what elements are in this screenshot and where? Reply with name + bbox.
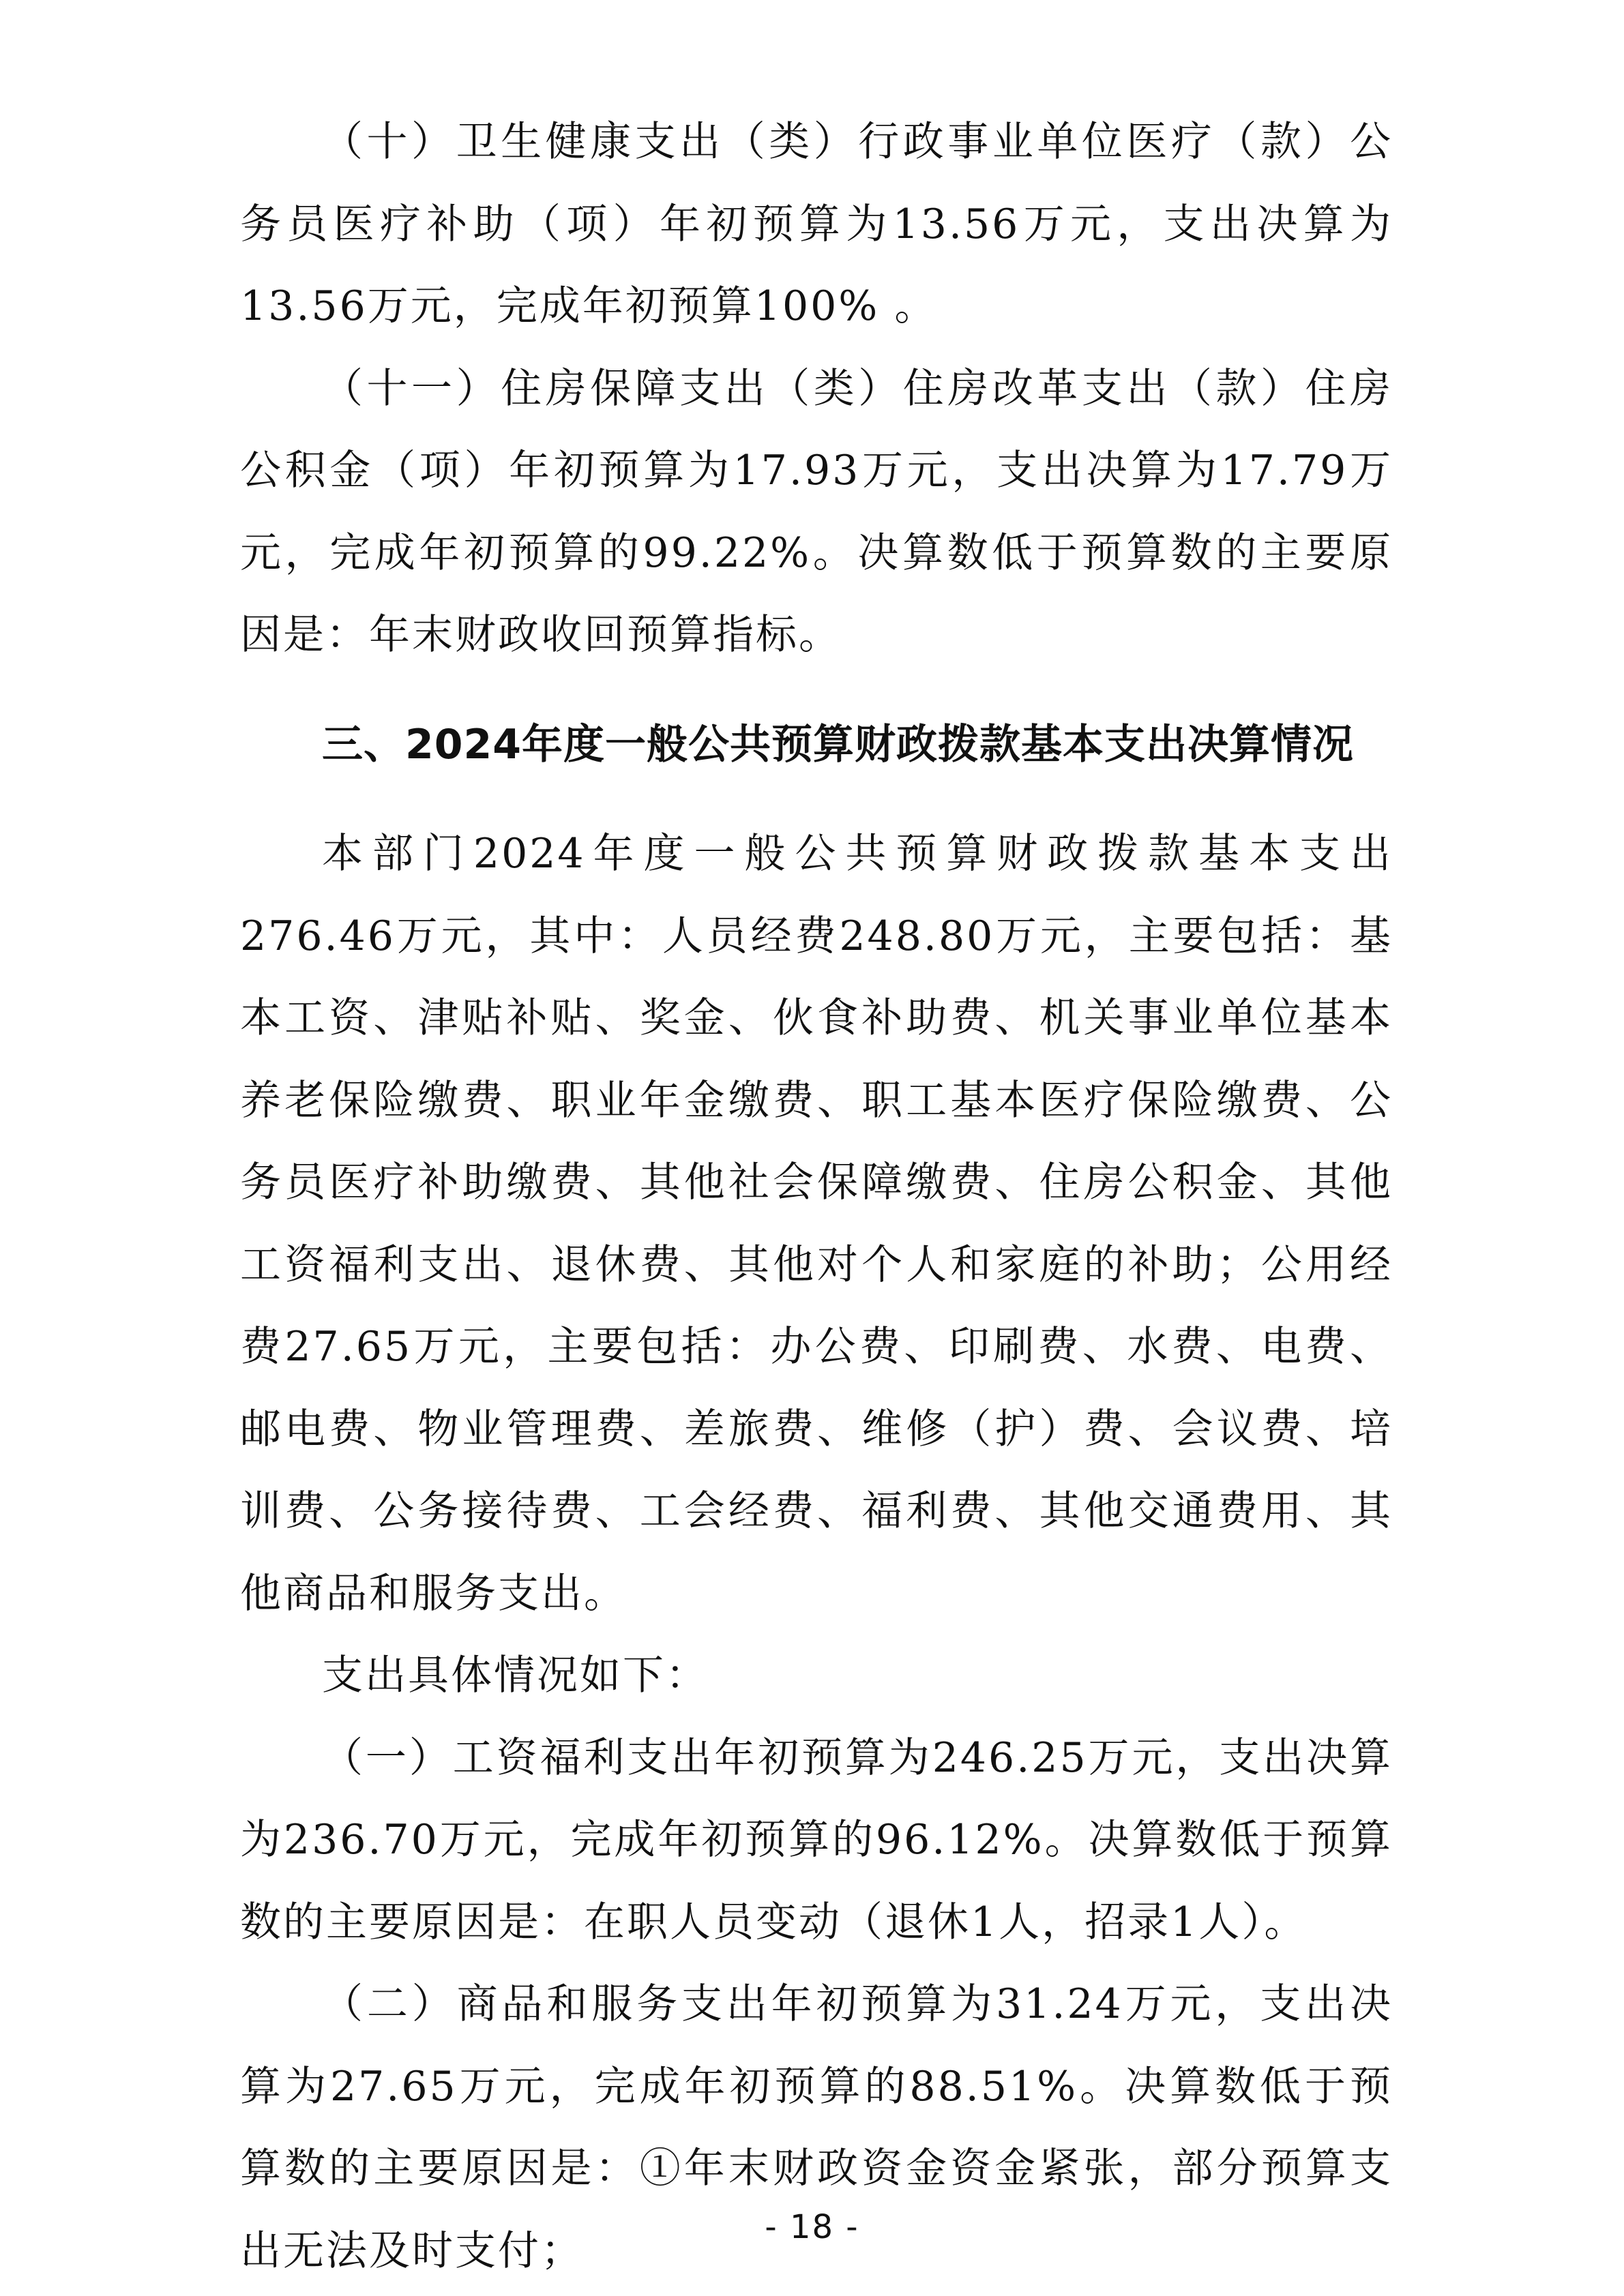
spacer [240, 786, 1393, 813]
spacer [240, 676, 1393, 704]
paragraph-salary-welfare: （一）工资福利支出年初预算为246.25万元，支出决算为236.70万元，完成年初预算的96.12%。决算数低于预算数的主要原因是：在职人员变动（退休1人，招录1人）。 [240, 1733, 1393, 1946]
paragraph-health-expenditure: （十）卫生健康支出（类）行政事业单位医疗（款）公务员医疗补助（项）年初预算为13.56万元，支出决算为13.56万元，完成年初预算100% 。 [240, 118, 1393, 330]
paragraph-basic-expenditure-summary: 本部门2024年度一般公共预算财政拨款基本支出276.46万元，其中：人员经费248.80万元，主要包括：基本工资、津贴补贴、奖金、伙食补助费、机关事业单位基本养老保险缴费、职业年金缴费、职工基本医疗保险缴费、公务员医疗补助缴费、其他社会保障缴费、住房公积金、其他工资福利支出、退休费、其他对个人和家庭的补助；公用经费27.65万元，主要包括：办公费、印刷费、水费、电费、邮电费、物业管理费、差旅费、维修（护）费、会议费、培训费、公务接待费、工会经费、福利费、其他交通费用、其他商品和服务支出。 [240, 830, 1393, 1617]
paragraph-goods-services: （二）商品和服务支出年初预算为31.24万元，支出决算为27.65万元，完成年初预算的88.51%。决算数低于预算数的主要原因是：①年末财政资金资金紧张，部分预算支出无法及时支付； [240, 1980, 1393, 2275]
document-body [240, 101, 1393, 2292]
page-number: - 18 - [765, 2208, 859, 2246]
section-heading: 三、2024年度一般公共预算财政拨款基本支出决算情况 [322, 720, 1354, 769]
paragraph-details-intro: 支出具体情况如下： [322, 1652, 709, 1699]
paragraph-housing-expenditure: （十一）住房保障支出（类）住房改革支出（款）住房公积金（项）年初预算为17.93万元，支出决算为17.79万元，完成年初预算的99.22%。决算数低于预算数的主要原因是：年末财政收回预算指标。 [240, 364, 1393, 659]
